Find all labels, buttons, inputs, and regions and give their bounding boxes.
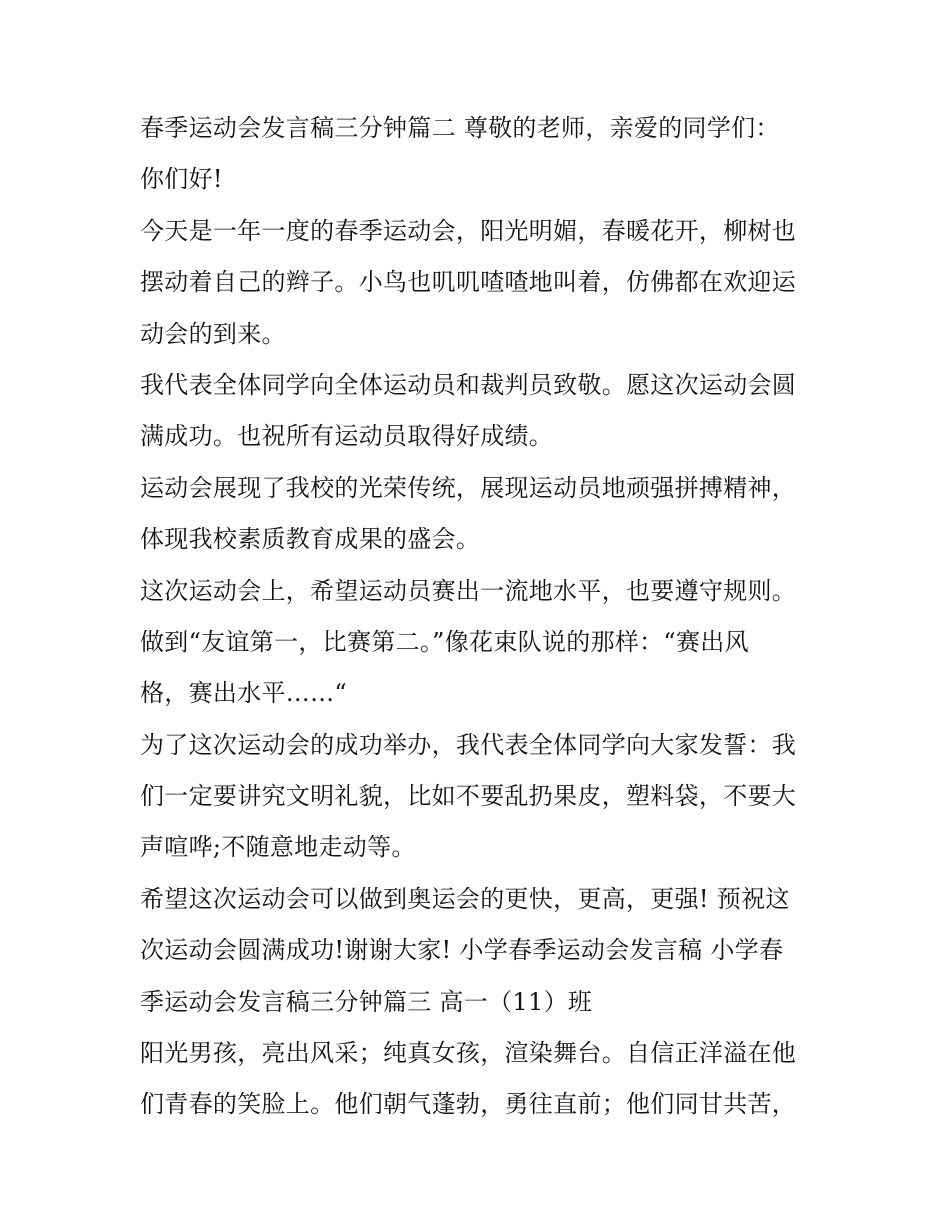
text-line: 这次运动会上，希望运动员赛出一流地水平，也要遵守规则。 xyxy=(140,576,797,605)
text-line: 们一定要讲究文明礼貌，比如不要乱扔果皮，塑料袋，不要大 xyxy=(140,782,797,811)
text-line: 你们好! xyxy=(140,165,223,194)
text-line: 满成功。也祝所有运动员取得好成绩。 xyxy=(140,422,554,451)
text-line: 体现我校素质教育成果的盛会。 xyxy=(140,525,481,554)
text-line: 们青春的笑脸上。他们朝气蓬勃，勇往直前；他们同甘共苦， xyxy=(140,1090,797,1119)
text-line: 季运动会发言稿三分钟篇三 高一（11）班 xyxy=(140,987,593,1016)
text-line: 做到“友谊第一，比赛第二。”像花束队说的那样：“赛出风 xyxy=(140,627,749,656)
text-line: 摆动着自己的辫子。小鸟也叽叽喳喳地叫着，仿佛都在欢迎运 xyxy=(140,268,797,297)
text-line: 动会的到来。 xyxy=(140,319,286,348)
text-line: 阳光男孩，亮出风采；纯真女孩，渲染舞台。自信正洋溢在他 xyxy=(140,1039,797,1068)
document-body xyxy=(140,106,830,1134)
text-line: 我代表全体同学向全体运动员和裁判员致敬。愿这次运动会圆 xyxy=(140,370,797,399)
text-line: 运动会展现了我校的光荣传统，展现运动员地顽强拼搏精神， xyxy=(140,473,797,502)
text-line: 次运动会圆满成功!谢谢大家! 小学春季运动会发言稿 小学春 xyxy=(140,936,784,965)
text-line: 格，赛出水平……“ xyxy=(140,679,347,708)
text-line: 为了这次运动会的成功举办，我代表全体同学向大家发誓：我 xyxy=(140,730,797,759)
text-line: 今天是一年一度的春季运动会，阳光明媚，春暖花开，柳树也 xyxy=(140,216,797,245)
text-line: 希望这次运动会可以做到奥运会的更快，更高，更强! 预祝这 xyxy=(140,884,790,913)
text-line: 声喧哗;不随意地走动等。 xyxy=(140,833,416,862)
text-line: 春季运动会发言稿三分钟篇二 尊敬的老师，亲爱的同学们： xyxy=(140,114,780,142)
